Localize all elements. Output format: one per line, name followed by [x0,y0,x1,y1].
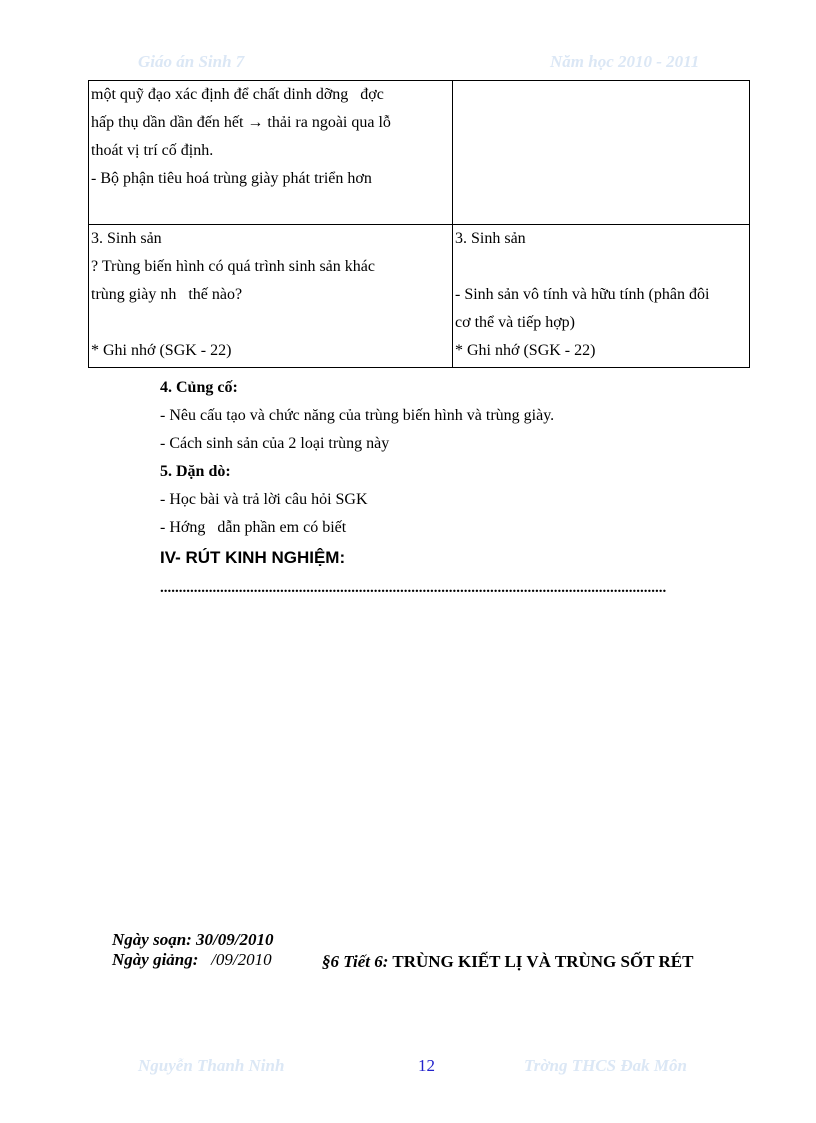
rut-kinh-nghiem-heading: IV- RÚT KINH NGHIỆM: [160,548,346,567]
lesson-table [88,80,750,368]
teacher-activity-cell [89,225,453,368]
cell-line: 3. Sinh sản [455,230,526,247]
cung-co-item: - Cách sinh sản của 2 loại trùng này [160,435,390,452]
cell-line: cơ thể và tiếp hợp) [455,314,575,331]
cell-line: * Ghi nhớ (SGK - 22) [455,342,596,359]
table-row [89,225,750,368]
student-activity-cell [453,81,750,225]
ngay-giang-label: Ngày giảng: [112,950,199,969]
lesson-number: §6 Tiết 6: [322,952,389,971]
footer-author: Nguyễn Thanh Ninh [138,1056,285,1075]
table-row [89,81,750,225]
teacher-activity-cell [89,81,453,225]
ngay-giang-value: /09/2010 [198,950,272,969]
cell-line: hấp thụ dần dần đến hết → thải ra ngoài qua lỗ [91,114,391,131]
cung-co-item: - Nêu cấu tạo và chức năng của trùng biến hình và trùng giày. [160,407,555,424]
header-school-year: Năm học 2010 - 2011 [550,52,700,71]
lesson-name: TRÙNG KIẾT LỊ VÀ TRÙNG SỐT RÉT [392,952,694,971]
lesson-dates [112,930,274,970]
cell-line [91,309,450,337]
cell-line: - Bộ phận tiêu hoá trùng giày phát triển hơn [91,170,372,187]
student-activity-cell [453,225,750,368]
cell-line: thoát vị trí cố định. [91,142,214,159]
cell-line: một quỹ đạo xác định để chất dinh dỡng đợc [91,86,384,103]
notes-dotted-line: ....................................................................................................................................... [160,580,667,596]
cell-line: ? Trùng biến hình có quá trình sinh sản khác [91,258,375,275]
page-number: 12 [418,1056,435,1075]
cell-line: 3. Sinh sản [91,230,162,247]
cell-line: - Sinh sản vô tính và hữu tính (phân đôi [455,286,710,303]
dan-do-item: - Học bài và trả lời câu hỏi SGK [160,491,368,508]
cung-co-heading: 4. Củng cố: [160,379,238,396]
cell-line: * Ghi nhớ (SGK - 22) [91,342,232,359]
ngay-giang [112,950,274,970]
dan-do-item: - Hớng dẫn phần em có biết [160,519,347,536]
ngay-soan: Ngày soạn: 30/09/2010 [112,930,274,949]
header-subject: Giáo án Sinh 7 [138,52,245,71]
cell-line [455,253,747,281]
footer-school: Trờng THCS Đak Môn [524,1056,687,1075]
next-lesson-title [322,952,693,972]
dan-do-heading: 5. Dặn dò: [160,463,231,480]
cell-line: trùng giày nh thế nào? [91,286,243,303]
lesson-wrapup [160,374,554,542]
